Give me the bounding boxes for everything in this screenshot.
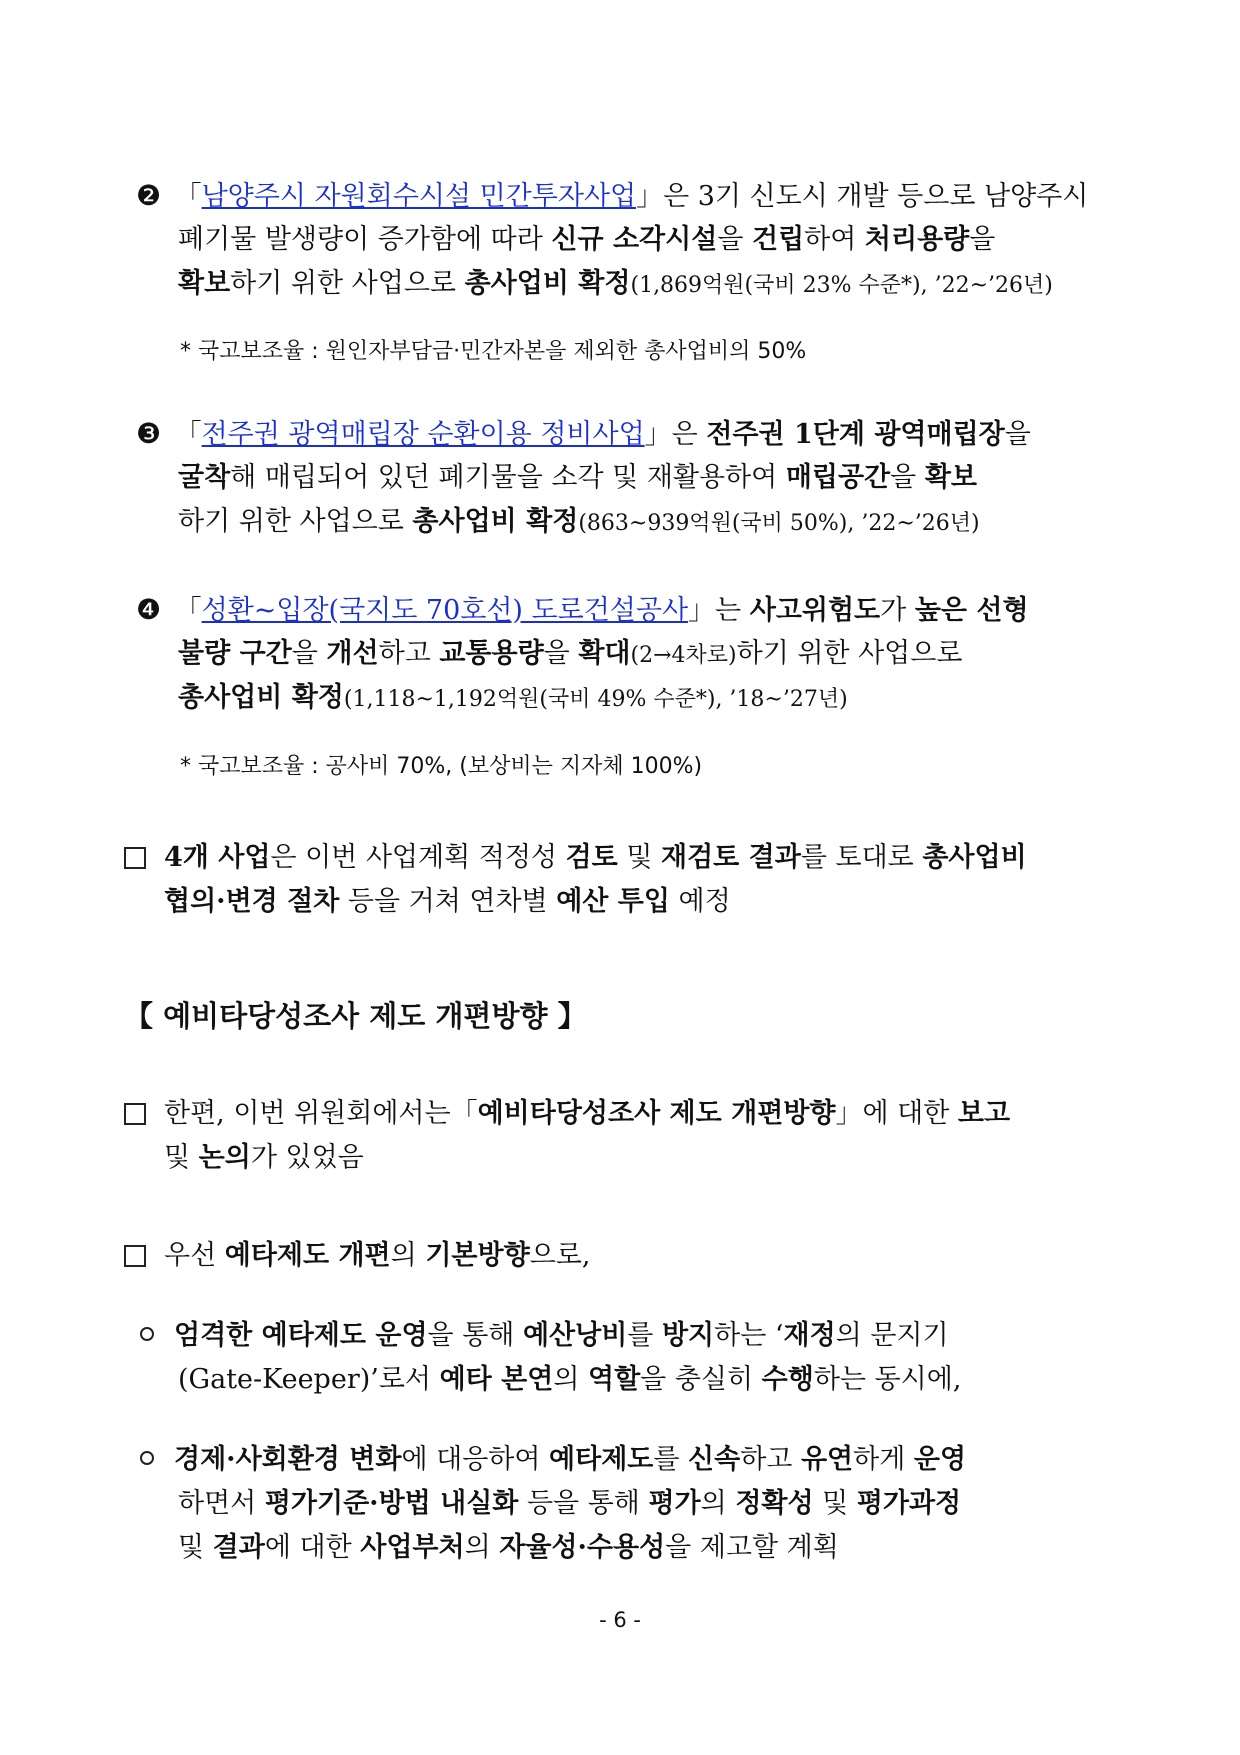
project-link-seonghwan[interactable]: 성환~입장(국지도 70호선) 도로건설공사	[201, 595, 689, 626]
circle-bullet-icon	[140, 1451, 154, 1465]
item4-line2: 불량 구간을 개선하고 교통용량을 확대(2→4차로)하기 위한 사업으로	[178, 638, 963, 669]
item4-footnote: * 국고보조율 : 공사비 70%, (보상비는 지자체 100%)	[180, 754, 703, 779]
item3-detail: (863~939억원(국비 50%), ’22~’26년)	[578, 511, 980, 536]
para3-line1: 우선 예타제도 개편의 기본방향으로,	[124, 1236, 590, 1276]
bullet2-line3: 및 결과에 대한 사업부처의 자율성·수용성을 제고할 계획	[178, 1532, 839, 1563]
item4-line1: ❹ 「성환~입장(국지도 70호선) 도로건설공사」는 사고위험도가 높은 선형	[136, 590, 1029, 631]
page-number: - 6 -	[599, 1608, 641, 1632]
square-bullet-icon	[124, 847, 146, 869]
item2-line2: 폐기물 발생량이 증가함에 따라 신규 소각시설을 건립하여 처리용량을	[178, 224, 996, 255]
circle-bullet-icon	[140, 1327, 154, 1341]
square-bullet-icon	[124, 1245, 146, 1267]
number-4-icon: ❹	[136, 593, 162, 626]
bullet1-line1: 엄격한 예타제도 운영을 통해 예산낭비를 방지하는 ‘재정의 문지기	[140, 1316, 949, 1356]
item2-footnote: * 국고보조율 : 원인자부담금·민간자본을 제외한 총사업비의 50%	[180, 339, 807, 364]
number-3-icon: ❸	[136, 417, 162, 450]
item2-detail: (1,869억원(국비 23% 수준*), ’22~’26년)	[630, 273, 1053, 298]
project-link-jeonju[interactable]: 전주권 광역매립장 순환이용 정비사업	[201, 419, 645, 450]
number-2-icon: ❷	[136, 179, 162, 212]
item4-line3: 총사업비 확정(1,118~1,192억원(국비 49% 수준*), ’18~’27년)	[178, 682, 848, 713]
bullet2-line1: 경제·사회환경 변화에 대응하여 예타제도를 신속하고 유연하게 운영	[140, 1440, 966, 1480]
bullet1-line2: (Gate-Keeper)’로서 예타 본연의 역할을 충실히 수행하는 동시에,	[178, 1364, 962, 1395]
section-heading: 【 예비타당성조사 제도 개편방향 】	[124, 999, 587, 1033]
item4-detail: (1,118~1,192억원(국비 49% 수준*), ’18~’27년)	[343, 687, 848, 712]
bullet2-line2: 하면서 평가기준·방법 내실화 등을 통해 평가의 정확성 및 평가과정	[178, 1488, 962, 1519]
item2-line1: ❷ 「남양주시 자원회수시설 민간투자사업」은 3기 신도시 개발 등으로 남양주시	[136, 176, 1088, 217]
item3-line3: 하기 위한 사업으로 총사업비 확정(863~939억원(국비 50%), ’22~’26년)	[178, 506, 980, 537]
para2-line1: 한편, 이번 위원회에서는「예비타당성조사 제도 개편방향」에 대한 보고	[124, 1094, 1010, 1134]
square-bullet-icon	[124, 1103, 146, 1125]
project-link-namyangju[interactable]: 남양주시 자원회수시설 민간투자사업	[201, 181, 637, 212]
item3-line1: ❸ 「전주권 광역매립장 순환이용 정비사업」은 전주권 1단계 광역매립장을	[136, 414, 1031, 455]
para1-line1: 4개 사업은 이번 사업계획 적정성 검토 및 재검토 결과를 토대로 총사업비	[124, 838, 1027, 878]
para2-line2: 및 논의가 있었음	[164, 1142, 364, 1173]
item2-line3: 확보하기 위한 사업으로 총사업비 확정(1,869억원(국비 23% 수준*), ’22~’26년)	[178, 268, 1053, 299]
item3-line2: 굴착해 매립되어 있던 폐기물을 소각 및 재활용하여 매립공간을 확보	[178, 462, 977, 493]
para1-line2: 협의·변경 절차 등을 거쳐 연차별 예산 투입 예정	[164, 886, 731, 917]
